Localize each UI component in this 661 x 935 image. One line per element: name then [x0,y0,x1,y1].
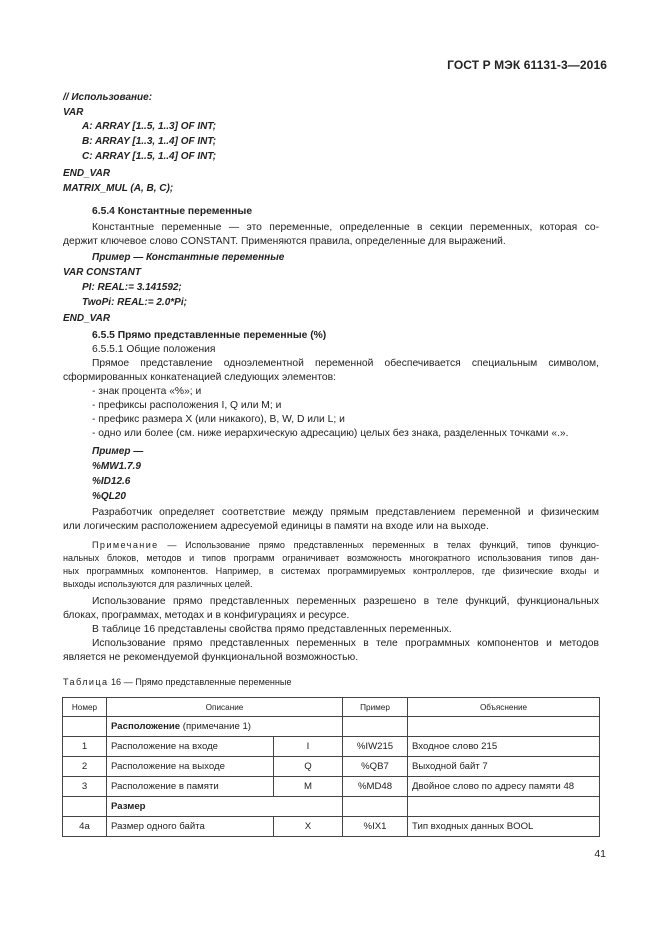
paragraph-line: Использование прямо представленных переменных разрешено в теле функций, функциональных [92,596,599,607]
row-desc: Расположение на входе [107,737,274,757]
row-num: 3 [63,777,107,797]
code-line: MATRIX_MUL (A, B, C); [63,183,174,194]
note-line: нальных блоков, методов и типов программ ограничивает возможность многократного использования типов дан- [63,553,599,563]
section-heading: 6.5.4 Константные переменные [92,206,253,217]
header-example: Пример [343,698,408,717]
table-row [63,757,600,777]
page-number: 41 [594,848,606,860]
list-item: - префикс размера X (или никакого), B, W, D или L; и [92,414,345,425]
header-desc: Описание [107,698,343,717]
table-header-row [63,698,600,717]
table-group-row [63,717,600,737]
row-example: %MD48 [343,777,408,797]
code-line: END_VAR [63,313,111,324]
table-caption [63,677,292,687]
group-cell [107,717,343,737]
note-label: Примечание [92,540,159,550]
paragraph-line: В таблице 16 представлены свойства прямо представленных переменных. [92,624,452,635]
list-item: - знак процента «%»; и [92,386,202,397]
table-row [63,777,600,797]
example-value: %ID12.6 [92,476,131,487]
row-num: 4a [63,817,107,837]
row-expl: Выходной байт 7 [408,757,600,777]
row-num: 1 [63,737,107,757]
example-value: %MW1.7.9 [92,461,141,472]
paragraph-line: Разработчик определяет соответствие между прямым представлением переменной и физическим [92,507,599,518]
section-heading: 6.5.5 Прямо представленные переменные (%) [92,330,327,341]
note-line: выходы используются для различных целей. [63,579,253,589]
code-line: B: ARRAY [1..3, 1..4] OF INT; [82,136,217,147]
direct-variables-table [62,697,600,837]
example-value: %QL20 [92,491,126,502]
table-caption-text: 16 — Прямо представленные переменные [108,677,292,687]
paragraph-line: Прямое представление одноэлементной переменной обеспечивается специальным символом, [92,358,599,369]
note-text: — Использование прямо представленных переменных в телах функций, типов функцио- [158,540,599,550]
row-example: %IX1 [343,817,408,837]
header-expl: Объяснение [408,698,600,717]
code-line: VAR CONSTANT [63,267,141,278]
row-example: %QB7 [343,757,408,777]
row-desc: Размер одного байта [107,817,274,837]
group-label: Размер [107,797,343,817]
row-num: 2 [63,757,107,777]
row-prefix: M [274,777,343,797]
row-example: %IW215 [343,737,408,757]
code-line: TwoPi: REAL:= 2.0*Pi; [82,297,187,308]
list-item: - одно или более (см. ниже иерархическую адресацию) целых без знака, разделенных точками «.». [92,428,569,439]
example-label: Пример — Константные переменные [92,252,285,263]
row-prefix: I [274,737,343,757]
paragraph-line: блоках, программах, методах и в конфигурациях и ресурсе. [63,610,350,621]
paragraph-line: сформированных конкатенацией следующих элементов: [63,372,336,383]
list-item: - префиксы расположения I, Q или M; и [92,400,282,411]
table-group-row [63,797,600,817]
group-note: (примечание 1) [180,721,251,732]
subsection-heading: 6.5.5.1 Общие положения [92,344,216,355]
row-expl: Входное слово 215 [408,737,600,757]
row-expl: Тип входных данных BOOL [408,817,600,837]
code-line: VAR [63,107,84,118]
code-line: PI: REAL:= 3.141592; [82,282,182,293]
code-line: A: ARRAY [1..5, 1..3] OF INT; [82,121,217,132]
paragraph-line: держит ключевое слово CONSTANT. Применяются правила, определенные для выражений. [63,236,506,247]
header-num: Номер [63,698,107,717]
code-line: C: ARRAY [1..5, 1..4] OF INT; [82,151,217,162]
table-row [63,817,600,837]
row-prefix: X [274,817,343,837]
note-line: ных программных компонентов. Например, в системах программируемых контроллеров, где физические входы и [63,566,599,576]
row-prefix: Q [274,757,343,777]
paragraph-line: Использование прямо представленных переменных в теле программных компонентов и методов [92,638,599,649]
code-comment: // Использование: [63,92,153,103]
table-caption-label: Таблица [63,677,109,687]
note-line [92,540,599,550]
paragraph-line: или логическим расположением адресуемой единицы в памяти на входе или на выходе. [63,521,489,532]
paragraph-line: является не рекомендуемой функциональной возможностью. [63,652,359,663]
paragraph-line: Константные переменные — это переменные, определенные в секции переменных, которая со- [92,222,599,233]
row-desc: Расположение в памяти [107,777,274,797]
row-desc: Расположение на выходе [107,757,274,777]
document-header: ГОСТ Р МЭК 61131-3—2016 [447,58,607,72]
code-line: END_VAR [63,168,111,179]
table-row [63,737,600,757]
row-expl: Двойное слово по адресу памяти 48 [408,777,600,797]
example-label: Пример — [92,446,144,457]
group-label: Расположение [111,721,181,732]
